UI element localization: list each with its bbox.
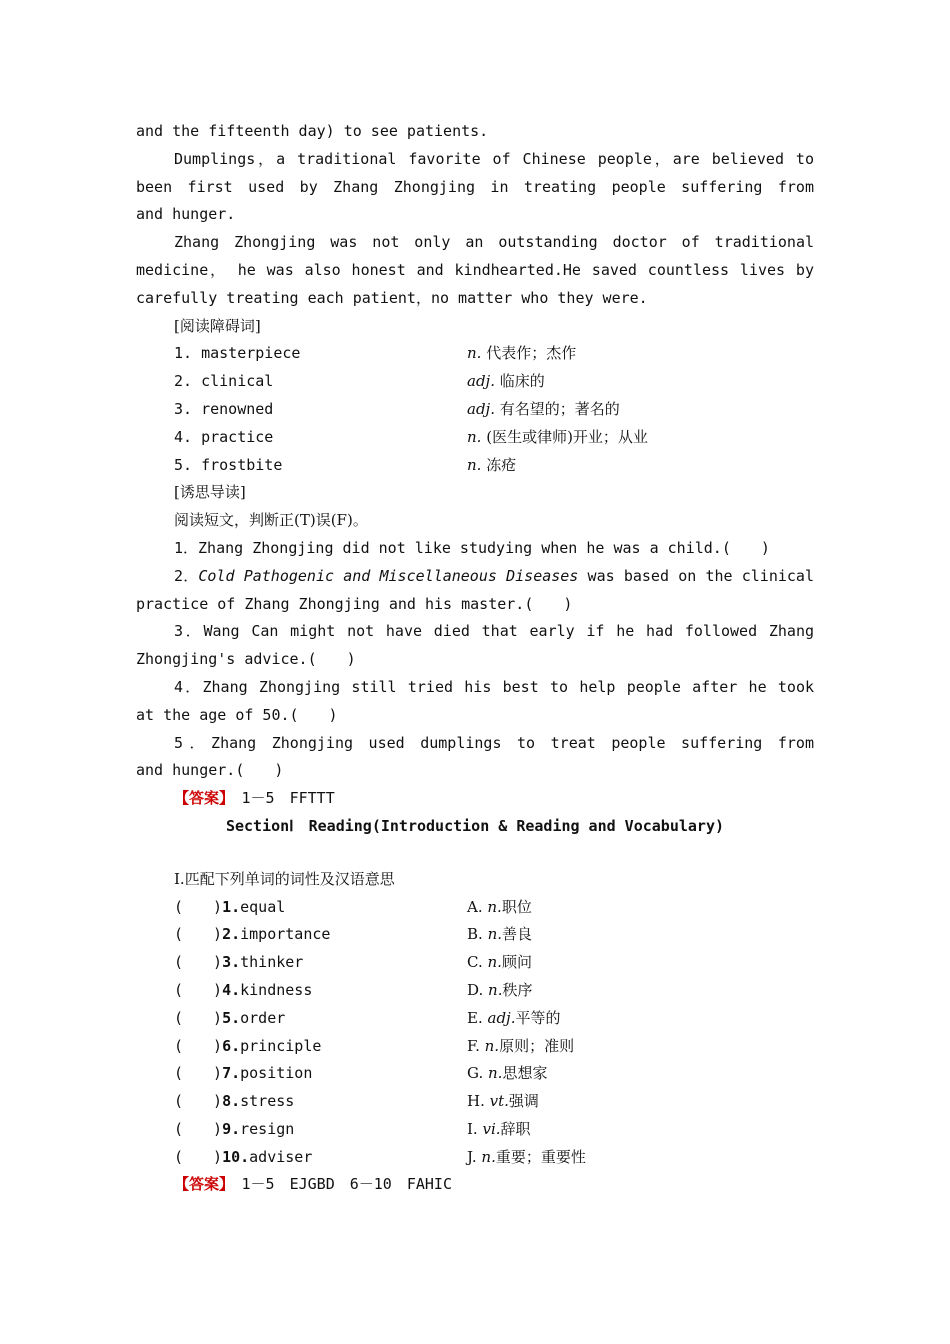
answer-label: 【答案】 bbox=[174, 1175, 227, 1194]
match-word: resign bbox=[240, 1119, 295, 1138]
option-meaning: 职位 bbox=[501, 897, 532, 916]
option-letter: D. bbox=[467, 980, 484, 999]
answer-text: 1－5 FFTTT bbox=[226, 789, 335, 808]
quiz-question-cont: Zhongjing's advice.( ) bbox=[136, 650, 356, 669]
match-left bbox=[174, 1033, 467, 1061]
match-left bbox=[174, 1005, 467, 1033]
vocab-meaning: 临床的 bbox=[499, 372, 545, 391]
part-of-speech: n. bbox=[488, 1064, 503, 1083]
match-word: thinker bbox=[240, 953, 304, 972]
answer-blank: ( ) bbox=[174, 1064, 223, 1083]
part-of-speech: n. bbox=[467, 427, 482, 446]
match-right bbox=[467, 949, 532, 977]
match-right bbox=[467, 1088, 539, 1116]
reading-line: carefully treating each patient，no matter who they were. bbox=[136, 288, 648, 307]
match-list bbox=[136, 894, 814, 1172]
vocab-meaning: (医生或律师)开业；从业 bbox=[486, 427, 648, 446]
quiz-instruction: 阅读短文，判断正(T)误(F)。 bbox=[174, 511, 368, 530]
match-row bbox=[136, 1088, 814, 1116]
vocab-word-text: frostbite bbox=[201, 455, 283, 474]
match-word: position bbox=[240, 1064, 313, 1083]
part-of-speech: n. bbox=[481, 1147, 496, 1166]
part-of-speech: n. bbox=[487, 897, 502, 916]
match-right bbox=[467, 1005, 560, 1033]
reading-line: and the fifteenth day) to see patients. bbox=[136, 122, 489, 140]
match-word: principle bbox=[240, 1036, 322, 1055]
vocab-meaning: 代表作；杰作 bbox=[486, 344, 577, 363]
vocab-item bbox=[136, 452, 814, 480]
vocab-word bbox=[174, 396, 467, 424]
match-left bbox=[174, 1116, 467, 1144]
option-letter: H. bbox=[467, 1092, 485, 1111]
match-right bbox=[467, 894, 532, 922]
option-meaning: 辞职 bbox=[500, 1119, 531, 1138]
vocab-item bbox=[136, 424, 814, 452]
answer-blank: ( ) bbox=[174, 1036, 223, 1055]
match-word: importance bbox=[240, 925, 331, 944]
vocab-word bbox=[174, 340, 467, 368]
option-meaning: 重要；重要性 bbox=[495, 1147, 586, 1166]
option-meaning: 强调 bbox=[508, 1092, 539, 1111]
option-letter: F. bbox=[467, 1036, 480, 1055]
vocab-word-text: masterpiece bbox=[201, 344, 301, 363]
match-right bbox=[467, 921, 532, 949]
vocab-definition bbox=[467, 424, 648, 452]
match-right bbox=[467, 1144, 586, 1172]
match-row bbox=[136, 1033, 814, 1061]
question-number: 2． bbox=[174, 566, 199, 585]
option-letter: I. bbox=[467, 1119, 478, 1138]
vocab-definition bbox=[467, 368, 545, 396]
quiz-heading: [诱思导读] bbox=[174, 483, 246, 502]
vocab-definition bbox=[467, 452, 516, 480]
answer-text: 1－5 EJGBD 6－10 FAHIC bbox=[226, 1175, 452, 1194]
match-number: 1. bbox=[222, 897, 241, 916]
vocab-definition bbox=[467, 340, 576, 368]
vocab-number: 5. bbox=[174, 455, 193, 474]
option-letter: E. bbox=[467, 1008, 483, 1027]
document-page bbox=[136, 118, 814, 1199]
part-of-speech: n. bbox=[488, 980, 503, 999]
vocab-meaning: 有名望的；著名的 bbox=[499, 399, 620, 418]
match-left bbox=[174, 894, 467, 922]
reading-text: been first used by Zhang Zhongjing in treating people suffering from bbox=[136, 177, 814, 196]
vocab-item bbox=[136, 396, 814, 424]
match-row bbox=[136, 1060, 814, 1088]
reading-line: medicine， he was also honest and kindhearted.He saved countless lives by bbox=[136, 260, 814, 279]
match-word: order bbox=[240, 1008, 286, 1027]
quiz-question bbox=[136, 563, 814, 591]
spacer bbox=[136, 841, 814, 866]
option-meaning: 思想家 bbox=[502, 1064, 548, 1083]
vocab-word bbox=[174, 424, 467, 452]
match-left bbox=[174, 1144, 467, 1172]
vocab-word-text: practice bbox=[201, 427, 274, 446]
match-number: 10. bbox=[222, 1147, 250, 1166]
part-of-speech: n. bbox=[467, 344, 482, 363]
match-word: adviser bbox=[249, 1147, 313, 1166]
match-right bbox=[467, 977, 533, 1005]
vocab-item bbox=[136, 340, 814, 368]
quiz-question: 3．Wang Can might not have died that early if he had followed Zhang bbox=[174, 622, 814, 641]
part-of-speech: adj. bbox=[467, 372, 495, 391]
question-text: was based on the clinical bbox=[578, 566, 814, 585]
match-number: 5. bbox=[222, 1008, 241, 1027]
option-letter: C. bbox=[467, 953, 483, 972]
match-heading: Ⅰ.匹配下列单词的词性及汉语意思 bbox=[174, 869, 395, 888]
answer-blank: ( ) bbox=[174, 1147, 223, 1166]
match-left bbox=[174, 1060, 467, 1088]
section-title: SectionⅠ Reading(Introduction & Reading and Vocabulary) bbox=[225, 816, 725, 835]
option-meaning: 顾问 bbox=[501, 953, 532, 972]
answer-label: 【答案】 bbox=[174, 789, 227, 808]
reading-line: Dumplings，a traditional favorite of Chinese people，are believed to bbox=[174, 149, 814, 168]
match-left bbox=[174, 921, 467, 949]
vocab-heading: [阅读障碍词] bbox=[174, 316, 261, 335]
reading-line: Zhang Zhongjing was not only an outstanding doctor of traditional bbox=[174, 233, 814, 252]
match-left bbox=[174, 949, 467, 977]
quiz-question: 4．Zhang Zhongjing still tried his best to help people after he took bbox=[174, 677, 814, 696]
match-number: 8. bbox=[222, 1092, 241, 1111]
part-of-speech: adj. bbox=[487, 1008, 516, 1027]
part-of-speech: vi. bbox=[482, 1119, 501, 1138]
match-number: 9. bbox=[222, 1119, 241, 1138]
answer-blank: ( ) bbox=[174, 953, 223, 972]
match-left bbox=[174, 977, 467, 1005]
option-meaning: 秩序 bbox=[502, 980, 533, 999]
reading-line: and hunger. bbox=[136, 205, 236, 224]
match-right bbox=[467, 1116, 531, 1144]
vocab-number: 2. bbox=[174, 372, 193, 391]
option-letter: G. bbox=[467, 1064, 484, 1083]
match-number: 7. bbox=[222, 1064, 241, 1083]
match-row bbox=[136, 921, 814, 949]
part-of-speech: n. bbox=[467, 455, 482, 474]
vocab-number: 4. bbox=[174, 427, 193, 446]
match-row bbox=[136, 977, 814, 1005]
match-left bbox=[174, 1088, 467, 1116]
match-row bbox=[136, 1144, 814, 1172]
match-word: stress bbox=[240, 1092, 295, 1111]
answer-blank: ( ) bbox=[174, 1119, 223, 1138]
option-meaning: 原则；准则 bbox=[499, 1036, 575, 1055]
match-word: kindness bbox=[240, 980, 313, 999]
match-number: 2. bbox=[222, 925, 241, 944]
vocab-word bbox=[174, 452, 467, 480]
option-meaning: 善良 bbox=[502, 925, 533, 944]
vocab-word-text: clinical bbox=[201, 372, 274, 391]
answer-blank: ( ) bbox=[174, 1092, 223, 1111]
vocab-word bbox=[174, 368, 467, 396]
option-meaning: 平等的 bbox=[515, 1008, 561, 1027]
match-answer bbox=[136, 1171, 814, 1199]
vocab-number: 1. bbox=[174, 344, 193, 363]
match-row bbox=[136, 949, 814, 977]
quiz-question-cont: at the age of 50.( ) bbox=[136, 705, 338, 724]
option-letter: B. bbox=[467, 925, 483, 944]
vocab-item bbox=[136, 368, 814, 396]
answer-blank: ( ) bbox=[174, 1008, 223, 1027]
match-number: 4. bbox=[222, 980, 241, 999]
match-right bbox=[467, 1060, 547, 1088]
quiz-question: 5．Zhang Zhongjing used dumplings to treat people suffering from bbox=[174, 733, 814, 752]
match-row bbox=[136, 1116, 814, 1144]
part-of-speech: vt. bbox=[489, 1092, 509, 1111]
answer-blank: ( ) bbox=[174, 897, 223, 916]
part-of-speech: n. bbox=[487, 953, 502, 972]
match-row bbox=[136, 894, 814, 922]
answer-blank: ( ) bbox=[174, 980, 223, 999]
match-number: 6. bbox=[222, 1036, 241, 1055]
quiz-question-cont: and hunger.( ) bbox=[136, 761, 284, 780]
vocab-definition bbox=[467, 396, 620, 424]
match-right bbox=[467, 1033, 574, 1061]
match-number: 3. bbox=[222, 953, 241, 972]
quiz-answer bbox=[136, 785, 814, 813]
option-letter: A. bbox=[467, 897, 483, 916]
vocab-meaning: 冻疮 bbox=[486, 455, 517, 474]
vocab-number: 3. bbox=[174, 399, 193, 418]
part-of-speech: n. bbox=[484, 1036, 500, 1055]
match-row bbox=[136, 1005, 814, 1033]
quiz-question-cont: practice of Zhang Zhongjing and his master.( ) bbox=[136, 594, 573, 613]
vocab-word-text: renowned bbox=[201, 399, 274, 418]
answer-blank: ( ) bbox=[174, 925, 223, 944]
reading-line bbox=[136, 174, 814, 202]
vocab-list bbox=[136, 340, 814, 479]
book-title: Cold Pathogenic and Miscellaneous Diseases bbox=[198, 566, 579, 585]
option-letter: J. bbox=[467, 1147, 477, 1166]
part-of-speech: adj. bbox=[467, 399, 495, 418]
quiz-question: 1．Zhang Zhongjing did not like studying when he was a child.( ) bbox=[174, 538, 770, 557]
part-of-speech: n. bbox=[487, 925, 503, 944]
match-word: equal bbox=[240, 897, 286, 916]
